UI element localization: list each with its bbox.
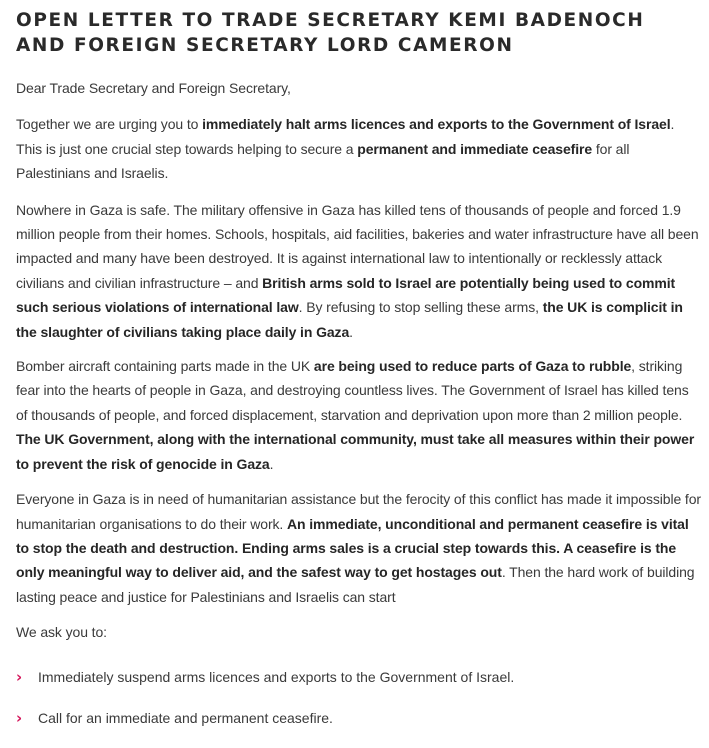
paragraph-humanitarian xyxy=(16,487,701,609)
paragraph-emphasis: immediately halt arms licences and exports to the Government of Israel xyxy=(202,116,671,133)
paragraph-emphasis: British arms sold to Israel are potentially being used to commit such serious violations of international law xyxy=(16,274,676,316)
paragraph-text: . By refusing to stop selling these arms, xyxy=(298,299,543,316)
paragraph-arms-halt xyxy=(16,112,701,185)
paragraph-text: . This is just one crucial step towards helping to secure a xyxy=(16,116,675,157)
paragraph-nowhere-safe xyxy=(16,198,701,344)
paragraph-text: for all Palestinians and Israelis. xyxy=(16,140,630,182)
list-item-text: Call for an immediate and permanent ceasefire. xyxy=(38,710,333,726)
page-title: OPEN LETTER TO TRADE SECRETARY KEMI BADENOCH AND FOREIGN SECRETARY LORD CAMERON xyxy=(16,10,645,56)
paragraph-text: . Then the hard work of building lasting peace and justice for Palestinians and Israelis can start xyxy=(16,564,695,605)
list-item xyxy=(16,666,701,688)
salutation: Dear Trade Secretary and Foreign Secretary, xyxy=(16,80,291,96)
paragraph-text: . xyxy=(349,323,353,340)
paragraph-text: Bomber aircraft containing parts made in the UK xyxy=(16,358,314,375)
paragraph-text: Nowhere in Gaza is safe. The military offensive in Gaza has killed tens of thousands of people and forced 1.9 million people from their homes. Schools, hospitals, aid facilities, bakeries and water infrastructure have all been impacted and many have been destroyed. It is against international law to intentionally or recklessly attack civilians and civilian infrastructure – and xyxy=(16,201,699,291)
list-item-text: Immediately suspend arms licences and exports to the Government of Israel. xyxy=(38,669,515,685)
letter-page xyxy=(16,0,701,727)
paragraph-text: , striking fear into the hearts of people in Gaza, and destroying countless lives. The Government of Israel has killed tens of thousands of people, and forced displacement, starvation and deprivation upon more than 2 million people. xyxy=(16,358,689,423)
list-item xyxy=(16,707,701,729)
paragraph-emphasis: permanent and immediate ceasefire xyxy=(357,140,593,157)
paragraph-emphasis: are being used to reduce parts of Gaza to rubble xyxy=(313,358,632,375)
paragraph-emphasis: The UK Government, along with the international community, must take all measures within their power to prevent the risk of genocide in Gaza xyxy=(16,431,695,472)
paragraph-text: . xyxy=(269,455,274,472)
ask-intro: We ask you to: xyxy=(16,624,107,641)
paragraph-text: Everyone in Gaza is in need of humanitarian assistance but the ferocity of this conflict has made it impossible for humanitarian organisations to do their work. xyxy=(16,491,701,532)
paragraph-emphasis: An immediate, unconditional and permanent ceasefire is vital to stop the death and destruction. Ending arms sales is a crucial step towards this. A ceasefire is the only meaningful way to deliver aid, and the safest way to get hostages out xyxy=(16,515,689,581)
chevron-right-icon: › xyxy=(16,668,23,686)
ask-list xyxy=(16,666,701,748)
paragraph-bomber-aircraft xyxy=(16,354,701,476)
paragraph-emphasis: the UK is complicit in the slaughter of civilians taking place daily in Gaza xyxy=(16,299,683,340)
paragraph-text: Together we are urging you to xyxy=(16,116,203,133)
chevron-right-icon: › xyxy=(16,709,23,727)
